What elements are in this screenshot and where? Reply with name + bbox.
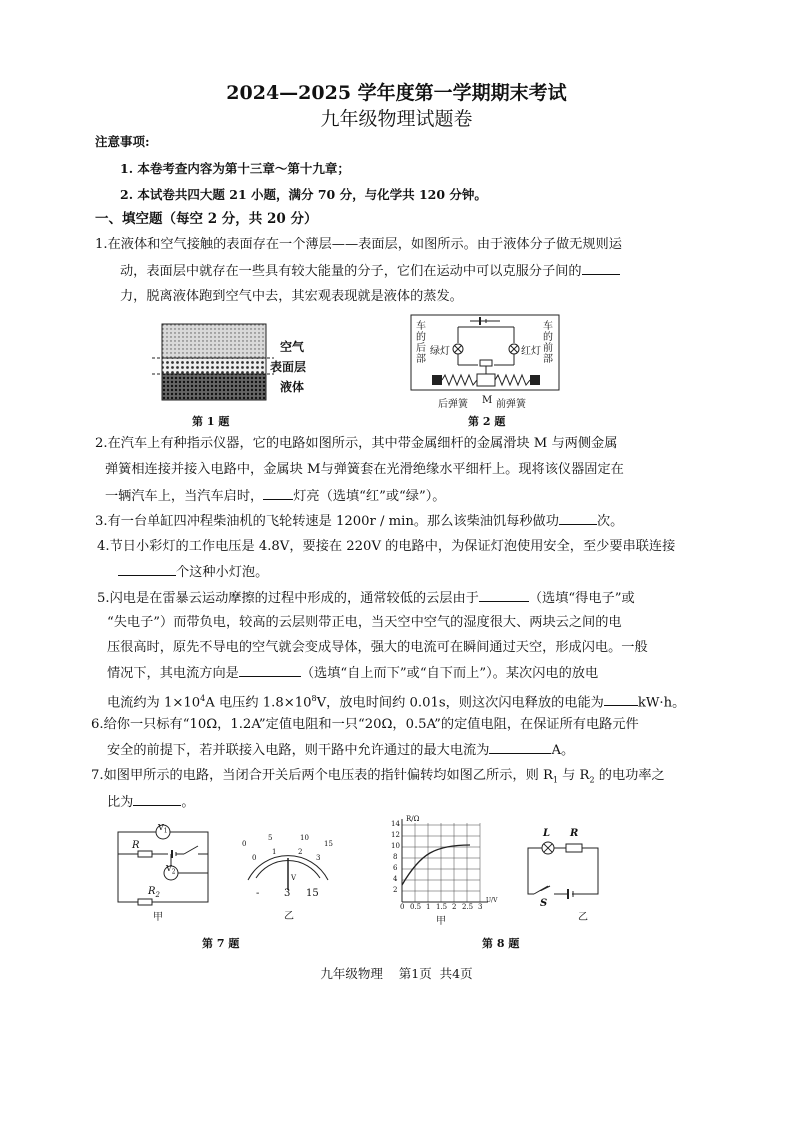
- q1-line1: 1.在液体和空气接触的表面存在一个薄层——表面层，如图所示。由于液体分子做无规则运: [95, 237, 622, 252]
- figure2: [410, 313, 560, 409]
- section-heading-fill-blank: 一、填空题（每空 2 分，共 20 分）: [95, 211, 318, 227]
- label-green-lamp: 绿灯: [430, 346, 450, 357]
- q2-line2: 弹簧相连接并接入电路中，金属块 M与弹簧套在光滑绝缘水平细杆上。现将该仪器固定在: [105, 462, 624, 477]
- terminal-3: 3: [284, 888, 291, 899]
- figure1: [150, 320, 350, 410]
- q7-line1: 7.如图甲所示的电路，当闭合开关后两个电压表的指针偏转均如图乙所示，则 $R_1$ 与 $R_2$ 的电功率之: [91, 768, 665, 785]
- label-rear-spring: 后弹簧: [438, 399, 468, 410]
- figure2-caption: 第 2 题: [468, 415, 506, 428]
- note-item-1: 1. 本卷考查内容为第十三章～第十九章；: [120, 161, 350, 176]
- label-yi-7: 乙: [284, 911, 294, 922]
- x-tick-2: 2: [452, 903, 457, 911]
- figure7-meter: [238, 834, 338, 922]
- y-axis-unit: R/Ω: [406, 815, 420, 823]
- q2-blank[interactable]: [263, 487, 293, 500]
- label-v1: $V_1$: [158, 823, 168, 835]
- label-lamp-l: L: [543, 828, 551, 839]
- x-tick-3: 3: [478, 903, 483, 911]
- scale-bottom-1: 1: [272, 848, 277, 856]
- q1-line3: 力，脱离液体跑到空气中去，其宏观表现就是液体的蒸发。: [120, 289, 463, 304]
- label-liquid: 液体: [280, 380, 305, 394]
- scale-bottom-3: 3: [316, 854, 321, 862]
- q1-blank[interactable]: [582, 262, 620, 275]
- q5-line1: 5.闪电是在雷暴云运动摩擦的过程中形成的，通常较低的云层由于 （选填“得电子”或: [97, 591, 635, 606]
- y-tick-10: 10: [391, 842, 400, 850]
- q5-blank-3[interactable]: [604, 693, 638, 706]
- q1-line2: 动，表面层中就存在一些具有较大能量的分子，它们在运动中可以克服分子间的: [120, 262, 620, 281]
- q2-line3: 一辆汽车上，当汽车启时， 灯亮（选填“红”或“绿”）。: [105, 489, 446, 504]
- figure1-diagram: [150, 320, 350, 410]
- q6-line2: 安全的前提下，若并联接入电路，则干路中允许通过的最大电流为 A。: [107, 743, 575, 758]
- q3-line: 3.有一台单缸四冲程柴油机的飞轮转速是 1200r / min。那么该柴油饥每秒做功 次。: [95, 514, 624, 529]
- q7-blank[interactable]: [133, 793, 181, 806]
- scale-bottom-2: 2: [298, 848, 303, 856]
- q5-line2: “失电子”）而带负电，较高的云层则带正电，当天空中空气的湿度很大、两块云之间的电: [107, 615, 622, 630]
- label-jia-8: 甲: [436, 916, 446, 927]
- note-item-2: 2. 本试卷共四大题 21 小题，满分 70 分，与化学共 120 分钟。: [120, 187, 487, 202]
- label-v2: $V_2$: [166, 864, 176, 876]
- figure8-graph: [390, 815, 500, 927]
- x-tick-0: 0: [400, 903, 405, 911]
- q4-blank[interactable]: [118, 563, 176, 576]
- label-surface-layer: 表面层: [270, 360, 307, 374]
- x-axis-unit: U/V: [486, 897, 498, 904]
- q3-blank[interactable]: [559, 512, 597, 525]
- y-tick-14: 14: [391, 820, 400, 828]
- label-air: 空气: [280, 340, 305, 354]
- q2-line1: 2.在汽车上有种指示仪器，它的电路如图所示，其中带金属细杆的金属滑块 M 与两侧金属: [95, 436, 618, 451]
- x-tick-1: 1: [426, 903, 431, 911]
- figure8-circuit: [520, 828, 610, 923]
- scale-top-5: 5: [268, 834, 273, 842]
- scale-top-10: 10: [300, 834, 309, 842]
- figure1-caption: 第 1 题: [192, 415, 230, 428]
- exam-title: 2024—2025 学年度第一学期期末考试: [226, 82, 567, 104]
- figure7-caption: 第 7 题: [202, 937, 240, 950]
- label-switch-s: S: [540, 898, 548, 909]
- label-resistor-r: R: [570, 828, 579, 839]
- q5-blank-2[interactable]: [239, 664, 301, 677]
- exam-subtitle: 九年级物理试题卷: [320, 108, 473, 130]
- label-r: R: [132, 840, 140, 851]
- y-tick-8: 8: [393, 853, 398, 861]
- x-tick-0.5: 0.5: [410, 903, 422, 911]
- label-red-lamp: 红灯: [521, 346, 541, 357]
- scale-top-15: 15: [324, 840, 333, 848]
- y-tick-4: 4: [393, 875, 398, 883]
- label-car-front: 车的前部: [543, 321, 553, 365]
- notes-heading: 注意事项:: [95, 134, 150, 149]
- x-tick-2.5: 2.5: [462, 903, 474, 911]
- label-jia-7: 甲: [153, 912, 163, 923]
- page-footer: 九年级物理 第1页 共4页: [320, 966, 473, 981]
- terminal-15: 15: [306, 888, 319, 899]
- label-r2: $R_2$: [148, 886, 160, 899]
- q5-line5: 电流约为 $1\times 10^4A$ 电压约 $1.8\times 10^8V$，放电时间约 0.01s，则这次闪电释放的电能为 kW·h。: [107, 694, 686, 711]
- q6-blank[interactable]: [489, 741, 551, 754]
- q6-line1: 6.给你一只标有“10Ω，1.2A”定值电阻和一只“20Ω，0.5A”的定值电阻，在保证所有电路元件: [91, 717, 639, 732]
- scale-top-0: 0: [242, 840, 247, 848]
- label-car-rear: 车的后部: [416, 321, 426, 365]
- label-mass-m: M: [482, 395, 493, 406]
- figure8-circuit-diagram: [520, 828, 610, 903]
- figure7-circuit: [108, 820, 218, 923]
- q4-line2: 个这种小灯泡。: [118, 563, 268, 582]
- terminal-minus: -: [256, 888, 260, 899]
- y-tick-2: 2: [393, 886, 398, 894]
- label-yi-8: 乙: [578, 912, 588, 923]
- x-tick-1.5: 1.5: [436, 903, 448, 911]
- q5-line4: 情况下，其电流方向是 （选填“自上而下”或“自下而上”）。某次闪电的放电: [107, 666, 599, 681]
- q7-line2: 比为 。: [107, 795, 195, 810]
- y-tick-12: 12: [391, 831, 400, 839]
- label-front-spring: 前弹簧: [496, 399, 526, 410]
- figure8-graph-plot: [390, 815, 500, 915]
- meter-unit: V: [291, 874, 297, 882]
- scale-bottom-0: 0: [252, 854, 257, 862]
- q5-line3: 压很高时，原先不导电的空气就会变成导体，强大的电流可在瞬间通过天空，形成闪电。一般: [107, 640, 648, 655]
- q5-blank-1[interactable]: [479, 589, 529, 602]
- y-tick-6: 6: [393, 864, 398, 872]
- figure7-circuit-diagram: [108, 820, 218, 920]
- q4-line1: 4.节日小彩灯的工作电压是 4.8V，要接在 220V 的电路中，为保证灯泡使用安全，至少要串联连接: [97, 539, 676, 554]
- figure8-caption: 第 8 题: [482, 937, 520, 950]
